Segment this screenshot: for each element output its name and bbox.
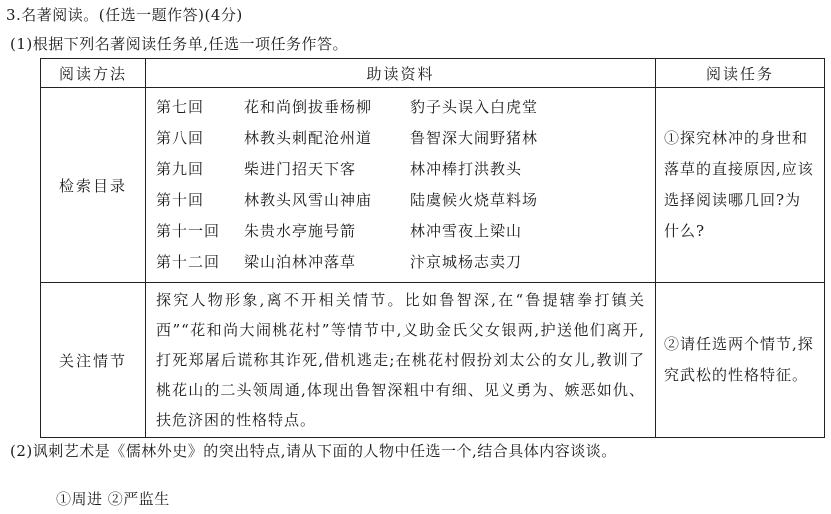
header-task: 阅读任务 bbox=[656, 59, 825, 88]
part2-prompt: (2)讽刺艺术是《儒林外史》的突出特点,请从下面的人物中任选一个,结合具体内容谈谈。 bbox=[10, 442, 617, 460]
plot-material: 探究人物形象,离不开相关情节。比如鲁智深,在“鲁提辖拳打镇关西”“花和尚大闹桃花村”等情节中,义助金氏父女银两,护送他们离开,打死郑屠后谎称其诈死,借机逃走;在桃花村假扮刘太公的女儿,教训了桃花山的二头领周通,体现出鲁智深粗中有细、见义勇为、嫉恶如仇、扶危济困的性格特点。 bbox=[146, 283, 656, 438]
method-toc: 检索目录 bbox=[41, 88, 146, 283]
toc-chapter: 第七回 bbox=[156, 98, 205, 116]
toc-title-2: 林冲雪夜上梁山 bbox=[410, 222, 523, 240]
task-1: ①探究林冲的身世和落草的直接原因,应该选择阅读哪几回?为什么? bbox=[656, 88, 825, 283]
toc-chapter: 第十回 bbox=[156, 191, 205, 209]
toc-item bbox=[156, 216, 655, 247]
toc-chapter: 第十一回 bbox=[156, 222, 221, 240]
toc-title-1: 柴进门招天下客 bbox=[244, 160, 357, 178]
question-title: 3.名著阅读。(任选一题作答)(4分) bbox=[6, 6, 243, 24]
toc-item bbox=[156, 92, 655, 123]
toc-title-2: 鲁智深大闹野猪林 bbox=[410, 129, 539, 147]
part1-prompt: (1)根据下列名著阅读任务单,任选一项任务作答。 bbox=[10, 35, 349, 53]
toc-item bbox=[156, 247, 655, 278]
toc-title-2: 林冲棒打洪教头 bbox=[410, 160, 523, 178]
toc-item bbox=[156, 123, 655, 154]
toc-title-2: 豹子头误入白虎堂 bbox=[410, 98, 539, 116]
header-material: 助读资料 bbox=[146, 59, 656, 88]
toc-chapter: 第九回 bbox=[156, 160, 205, 178]
table-row-toc bbox=[41, 88, 825, 283]
toc-list bbox=[146, 88, 656, 283]
table-header-row bbox=[41, 59, 825, 88]
toc-title-1: 林教头风雪山神庙 bbox=[244, 191, 373, 209]
toc-title-2: 汴京城杨志卖刀 bbox=[410, 253, 523, 271]
toc-item bbox=[156, 185, 655, 216]
toc-title-1: 朱贵水亭施号箭 bbox=[244, 222, 357, 240]
toc-title-1: 林教头刺配沧州道 bbox=[244, 129, 373, 147]
table-row-plot bbox=[41, 283, 825, 438]
toc-item bbox=[156, 154, 655, 185]
toc-title-1: 花和尚倒拔垂杨柳 bbox=[244, 98, 373, 116]
toc-title-1: 梁山泊林冲落草 bbox=[244, 253, 357, 271]
toc-title-2: 陆虞候火烧草料场 bbox=[410, 191, 539, 209]
task-2: ②请任选两个情节,探究武松的性格特征。 bbox=[656, 283, 825, 438]
reading-task-table bbox=[40, 58, 825, 438]
header-method: 阅读方法 bbox=[41, 59, 146, 88]
part2-choices: ①周进 ②严监生 bbox=[56, 490, 170, 508]
method-plot: 关注情节 bbox=[41, 283, 146, 438]
toc-chapter: 第十二回 bbox=[156, 253, 221, 271]
toc-chapter: 第八回 bbox=[156, 129, 205, 147]
